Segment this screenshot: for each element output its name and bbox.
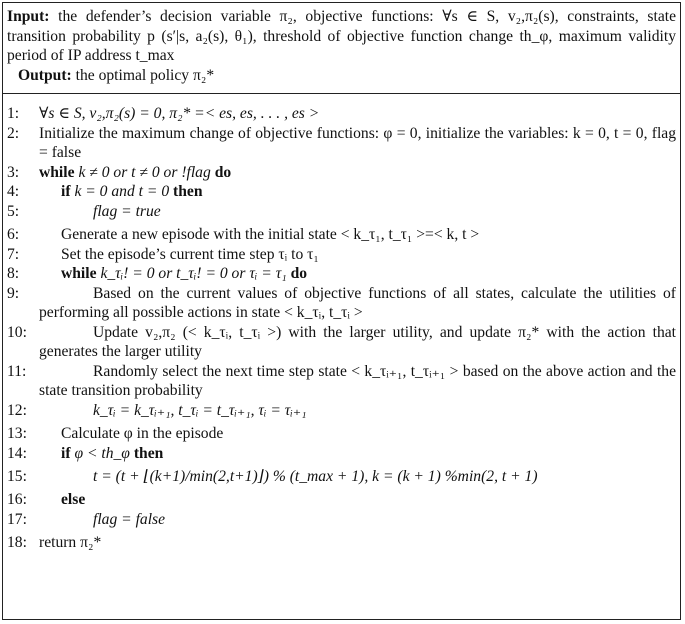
- line-number: 17:: [7, 510, 27, 528]
- keyword-else: else: [61, 491, 86, 508]
- algo-line-13: [7, 424, 676, 444]
- line-number: 10:: [7, 323, 27, 341]
- algo-line-15: [7, 463, 676, 490]
- line-text: Initialize the maximum change of objective functions: φ = 0, initialize the variables: k = 0, t = 0, flag = false: [39, 124, 676, 161]
- line-number: 4:: [7, 183, 20, 200]
- keyword-while: while: [39, 163, 75, 181]
- line-text: t = (t + ⌊(k+1)/min(2,t+1)⌋) % (t_max + 1), k = (k + 1) %min(2, t + 1): [93, 467, 538, 485]
- header-divider: [3, 85, 680, 94]
- line-number: 11:: [7, 362, 27, 380]
- line-number: 13:: [7, 425, 27, 442]
- line-text: Update v₂,π₂ (< k_τᵢ, t_τᵢ >) with the larger utility, and update π₂* with the action that generates the larger utility: [39, 323, 676, 360]
- keyword-then: then: [173, 183, 203, 200]
- line-number: 16:: [7, 491, 27, 508]
- algo-line-10: [7, 323, 676, 362]
- line-number: 6:: [7, 226, 20, 243]
- line-text: k_τᵢ = k_τᵢ₊₁, t_τᵢ = t_τᵢ₊₁, τᵢ = τᵢ₊₁: [93, 401, 307, 419]
- keyword-while: while: [61, 265, 97, 282]
- line-text: Generate a new episode with the initial state < k_τ₁, t_τ₁ >=< k, t >: [61, 226, 480, 243]
- line-text: k_τᵢ! = 0 or t_τᵢ! = 0 or τᵢ = τ₁: [100, 265, 287, 282]
- algo-line-9: [7, 284, 676, 323]
- line-number: 8:: [7, 265, 20, 282]
- line-text: Calculate φ in the episode: [61, 425, 224, 442]
- algo-line-1: [7, 104, 676, 124]
- keyword-if: if: [61, 183, 71, 200]
- output-label: Output:: [18, 66, 72, 84]
- line-number: 7:: [7, 245, 20, 263]
- algo-line-17: [7, 510, 676, 530]
- input-text: the defender’s decision variable π₂, objective functions: ∀s ∈ S, v₂,π₂(s), constraints, state transition probability p (s′|s, a₂(s), θ₁), threshold of objective function change th_φ, maximum validity period of IP address t_max: [7, 8, 676, 64]
- algo-line-5: [7, 202, 676, 222]
- algo-line-3: [7, 163, 676, 183]
- keyword-if: if: [61, 444, 71, 462]
- algorithm-input: [7, 7, 676, 66]
- algo-line-18: [7, 533, 676, 553]
- line-number: 15:: [7, 467, 27, 485]
- line-text: Randomly select the next time step state < k_τᵢ₊₁, t_τᵢ₊₁ > based on the above action and the state transition probability: [39, 362, 676, 399]
- algorithm-output: [7, 66, 676, 86]
- line-text: k ≠ 0 or t ≠ 0 or !flag: [78, 163, 211, 181]
- line-text: φ < th_φ: [74, 444, 130, 462]
- line-number: 5:: [7, 202, 20, 220]
- algo-line-8: [7, 264, 676, 284]
- algo-line-14: [7, 444, 676, 464]
- line-number: 2:: [7, 124, 20, 142]
- line-text: k = 0 and t = 0: [74, 183, 170, 200]
- keyword-then: then: [133, 444, 164, 462]
- line-text: Set the episode’s current time step τᵢ to τ₁: [61, 245, 319, 263]
- line-number: 3:: [7, 163, 20, 181]
- line-number: 14:: [7, 444, 27, 462]
- line-number: 9:: [7, 284, 20, 302]
- keyword-do: do: [290, 265, 308, 282]
- algo-line-6: [7, 225, 676, 245]
- output-text: the optimal policy π₂*: [75, 66, 215, 84]
- line-text: Based on the current values of objective functions of all states, calculate the utilities of performing all possible actions in state < k_τᵢ, t_τᵢ >: [39, 284, 676, 321]
- line-number: 1:: [7, 105, 20, 122]
- input-label: Input:: [7, 8, 50, 25]
- line-text: flag = false: [93, 510, 166, 528]
- algo-line-11: [7, 362, 676, 401]
- algorithm-box: [2, 2, 681, 620]
- algo-line-4: [7, 182, 676, 202]
- line-text: ∀s ∈ S, v₂,π₂(s) = 0, π₂* =< es, es, . . . , es >: [39, 105, 320, 122]
- algo-line-2: [7, 124, 676, 163]
- line-number: 18:: [7, 534, 27, 551]
- keyword-do: do: [214, 163, 232, 181]
- algo-line-16: [7, 490, 676, 510]
- line-text: return π₂*: [39, 534, 102, 551]
- algo-line-7: [7, 245, 676, 265]
- line-number: 12:: [7, 401, 27, 419]
- algo-line-12: [7, 401, 676, 421]
- line-text: flag = true: [93, 202, 161, 220]
